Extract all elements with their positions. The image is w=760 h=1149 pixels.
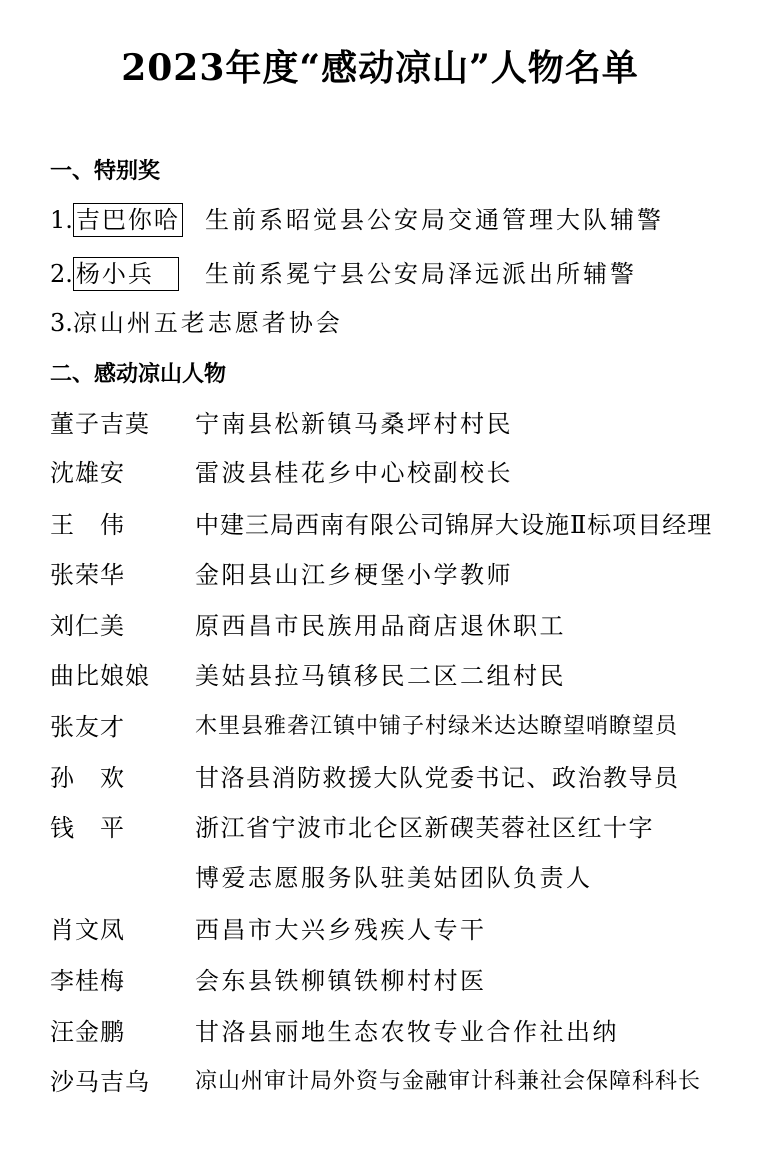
person-row (50, 808, 750, 848)
person-row-continuation (50, 858, 750, 898)
person-name: 刘仁美 (50, 612, 125, 640)
person-row (50, 555, 750, 595)
person-name: 王 伟 (50, 511, 125, 539)
person-name: 张荣华 (50, 561, 125, 589)
person-description: 西昌市大兴乡残疾人专干 (195, 916, 487, 944)
person-description: 原西昌市民族用品商店退休职工 (195, 612, 566, 640)
person-name: 沈雄安 (50, 459, 125, 487)
item-name: 凉山州五老志愿者协会 (72, 309, 343, 337)
person-description: 甘洛县丽地生态农牧专业合作社出纳 (195, 1018, 619, 1046)
person-description: 宁南县松新镇马桑坪村村民 (195, 410, 513, 438)
section-heading-special: 一、特别奖 (50, 159, 161, 184)
person-description: 雷波县桂花乡中心校副校长 (195, 459, 513, 487)
special-item-1 (50, 200, 664, 240)
page-title: 2023年度“感动凉山”人物名单 (121, 47, 639, 89)
person-name: 肖文凤 (50, 916, 125, 944)
person-description: 木里县雅砻江镇中铺子村绿米达达瞭望哨瞭望员 (195, 714, 679, 739)
item-number: 1. (50, 206, 73, 234)
person-row (50, 656, 750, 696)
person-row (50, 961, 750, 1001)
person-row (50, 404, 750, 444)
person-row (50, 606, 750, 646)
person-description: 会东县铁柳镇铁柳村村医 (195, 967, 487, 995)
person-row (50, 1062, 750, 1102)
person-name: 张友才 (50, 713, 125, 741)
person-name: 董子吉莫 (50, 410, 150, 438)
person-description: 中建三局西南有限公司锦屏大设施Ⅱ标项目经理 (195, 511, 713, 539)
person-name: 孙 欢 (50, 764, 125, 792)
boxed-name: 杨小兵 (73, 257, 179, 291)
item-number: 2. (50, 260, 73, 288)
person-name: 李桂梅 (50, 967, 125, 995)
item-number: 3. (50, 309, 73, 337)
section-heading-people: 二、感动凉山人物 (50, 362, 227, 387)
person-row (50, 758, 750, 798)
item-description: 生前系冕宁县公安局泽远派出所辅警 (205, 260, 637, 288)
boxed-name: 吉巴你哈 (73, 203, 183, 237)
person-description: 浙江省宁波市北仑区新碶芙蓉社区红十字 (195, 814, 654, 842)
person-description: 金阳县山江乡梗堡小学教师 (195, 561, 513, 589)
item-description: 生前系昭觉县公安局交通管理大队辅警 (205, 206, 664, 234)
person-name: 汪金鹏 (50, 1018, 125, 1046)
person-row (50, 1012, 750, 1052)
person-name: 沙马吉乌 (50, 1068, 150, 1096)
person-name: 曲比娘娘 (50, 662, 150, 690)
special-item-3 (50, 303, 343, 343)
person-description: 凉山州审计局外资与金融审计科兼社会保障科科长 (195, 1069, 702, 1094)
person-row (50, 910, 750, 950)
special-item-2 (50, 254, 637, 294)
person-description-continued: 博爱志愿服务队驻美姑团队负责人 (195, 864, 593, 892)
person-name: 钱 平 (50, 814, 125, 842)
person-description: 美姑县拉马镇移民二区二组村民 (195, 662, 566, 690)
person-row (50, 707, 750, 747)
person-row (50, 453, 750, 493)
person-description: 甘洛县消防救援大队党委书记、政治教导员 (195, 764, 680, 792)
person-row (50, 505, 750, 545)
